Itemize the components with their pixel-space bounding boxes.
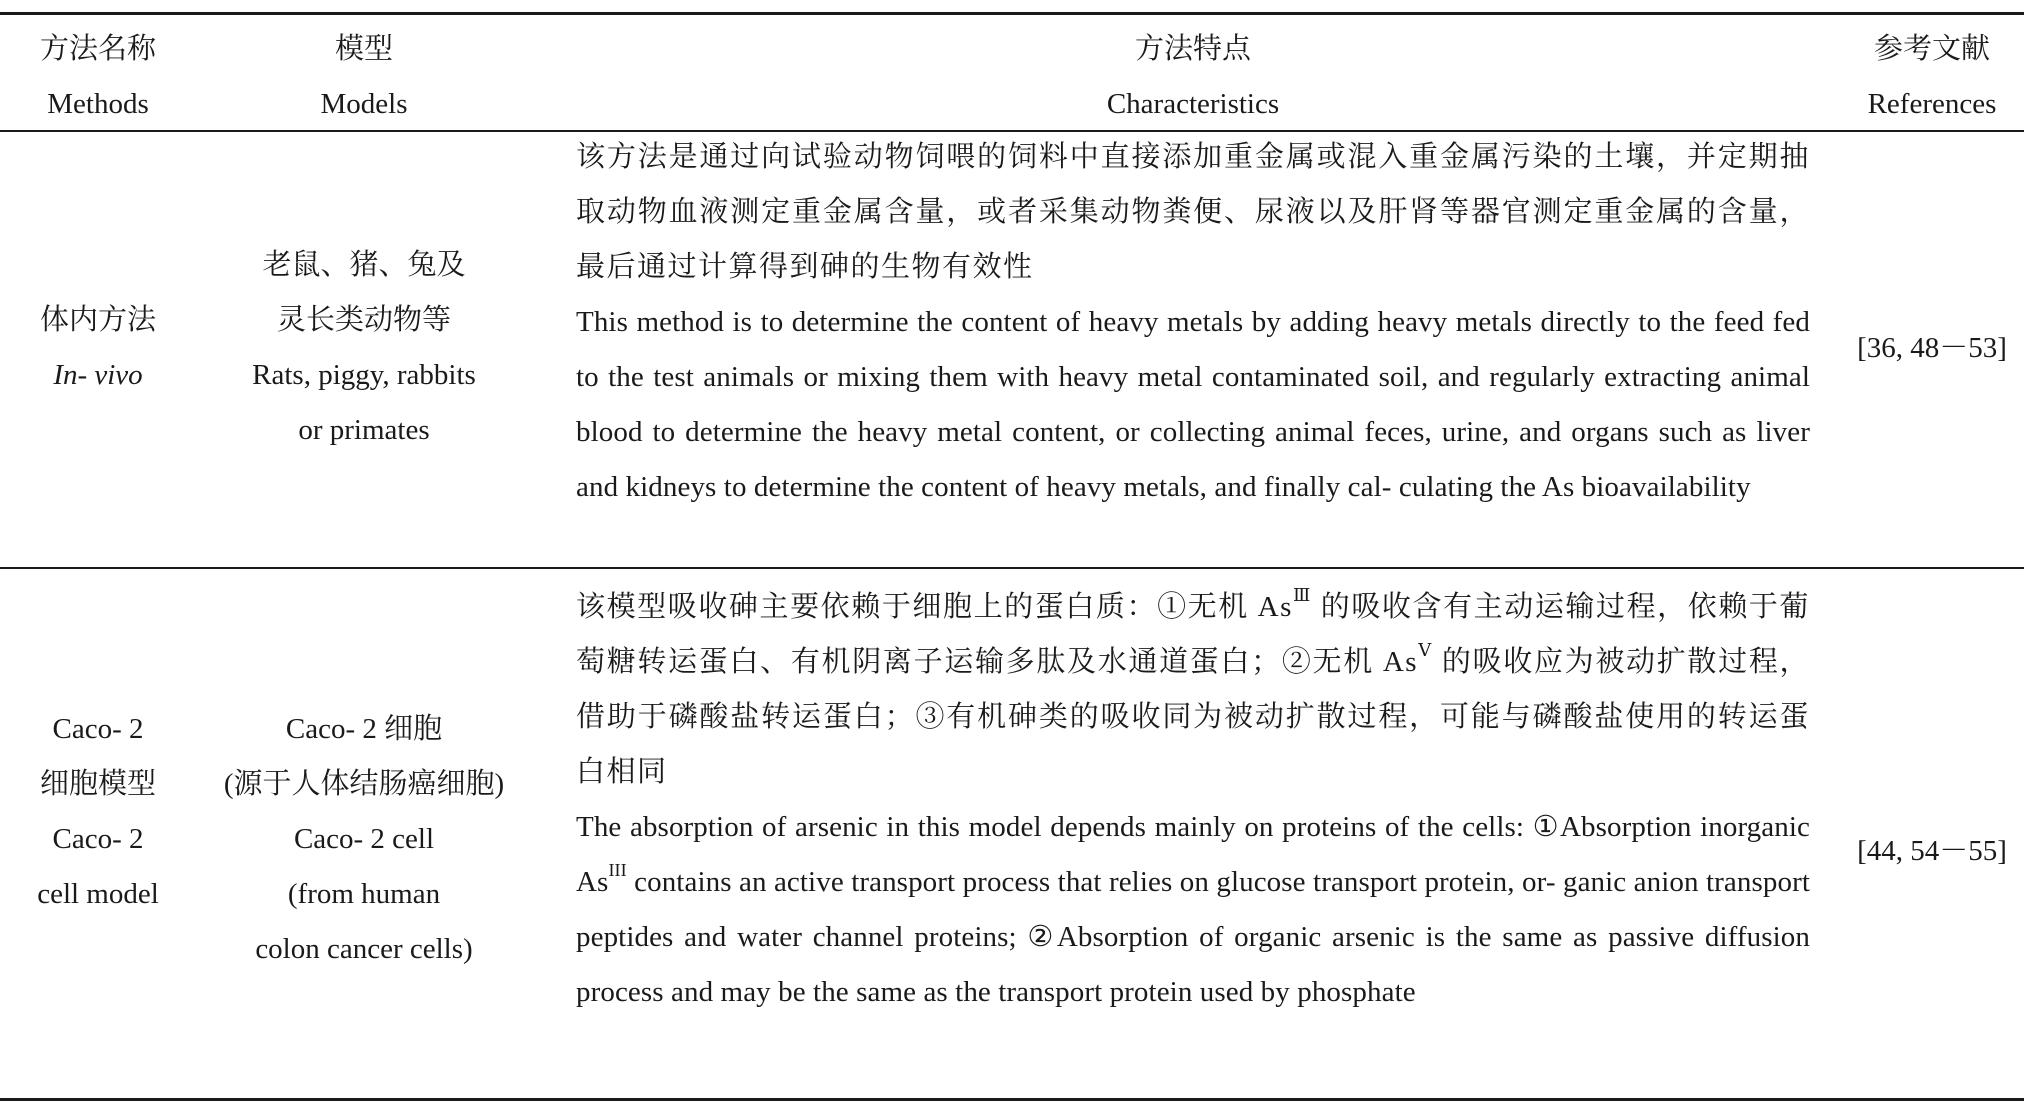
- row1-model-line: Rats, piggy, rabbits: [252, 359, 476, 391]
- row2-characteristics-zh: [576, 580, 1810, 800]
- row1-method-zh: 体内方法: [39, 304, 156, 336]
- row-divider: [0, 567, 2024, 569]
- row2-en-part1: The absorption of arsenic in this model depends mainly on proteins of the cells: ①Absorption inorganic As: [576, 811, 1810, 898]
- row2-model: [196, 702, 532, 977]
- row2-model-line: (源于人体结肠癌细胞): [223, 768, 505, 800]
- row1-method: [0, 293, 196, 403]
- row1-characteristics-zh: 该方法是通过向试验动物饲喂的饲料中直接添加重金属或混入重金属污染的土壤，并定期抽取动物血液测定重金属含量，或者采集动物粪便、尿液以及肝肾等器官测定重金属的含量，最后通过计算得到砷的生物有效性: [576, 141, 1810, 283]
- row2-model-line: colon cancer cells): [255, 933, 473, 965]
- row1-model: [226, 238, 502, 458]
- header-models-zh: 模型: [334, 33, 393, 65]
- row1-model-line: 灵长类动物等: [276, 304, 451, 336]
- header-methods-en: Methods: [47, 88, 149, 120]
- row2-zh-part3: 的吸收应为被动扩散过程，借助于磷酸盐转运蛋白；③有机砷类的吸收同为被动扩散过程，可能与磷酸盐使用的转运蛋白相同: [576, 646, 1811, 788]
- row2-characteristics-en: [576, 800, 1810, 1020]
- row2-method-line: cell model: [37, 878, 159, 910]
- row2-characteristics: [576, 580, 1810, 1020]
- row2-method: [0, 702, 196, 922]
- header-references: [1840, 22, 2024, 132]
- row2-zh-part1: 该模型吸收砷主要依赖于细胞上的蛋白质：①无机 As: [576, 591, 1293, 623]
- row2-model-line: Caco- 2 细胞: [285, 713, 443, 745]
- row2-en-sup-iii: III: [608, 860, 627, 881]
- row2-method-line: Caco- 2: [52, 713, 144, 745]
- row2-model-line: Caco- 2 cell: [293, 823, 435, 855]
- row2-method-line: Caco- 2: [52, 823, 144, 855]
- row2-references: [44, 54－55]: [1857, 835, 2007, 867]
- header-models-en: Models: [320, 88, 408, 120]
- bottom-rule: [0, 1098, 2024, 1101]
- header-methods: [0, 22, 196, 132]
- row1-model-line: or primates: [298, 414, 430, 446]
- header-references-zh: 参考文献: [1873, 33, 1990, 65]
- row2-en-part2: contains an active transport process that relies on glucose transport protein, or- ganic anion transport peptides and water channel proteins; ②Absorption of organic arsenic is the same as passive diffusion process and may be the same as the transport protein used by phosphate: [576, 866, 1810, 1008]
- row2-method-line: 细胞模型: [39, 768, 156, 800]
- header-characteristics-en: Characteristics: [1106, 88, 1280, 120]
- row1-references: [36, 48－53]: [1857, 332, 2007, 364]
- row2-zh-sup-iii: Ⅲ: [1292, 585, 1312, 606]
- row1-characteristics: [576, 130, 1810, 515]
- row1-model-line: 老鼠、猪、兔及: [262, 249, 466, 281]
- row2-zh-sup-v: Ⅴ: [1418, 640, 1433, 661]
- header-methods-zh: 方法名称: [39, 33, 156, 65]
- data-table: [0, 12, 2024, 1102]
- row1-method-en: In- vivo: [53, 359, 143, 391]
- row1-characteristics-en: This method is to determine the content of heavy metals by adding heavy metals directly to the feed fed to the test animals or mixing them with heavy metal contaminated soil, and regularly extracting animal blood to determine the heavy metal content, or collecting animal feces, urine, and organs such as liver and kidneys to determine the content of heavy metals, and finally cal- culating the As bioavailability: [576, 306, 1810, 503]
- top-rule: [0, 12, 2024, 15]
- header-characteristics: [576, 22, 1810, 132]
- row2-zh-part2: 的吸收含有主动运输过程，依赖于葡萄糖转运蛋白、有机阴离子运输多肽及水通道蛋白；②无机 As: [576, 591, 1810, 678]
- header-references-en: References: [1867, 88, 1997, 120]
- row2-model-line: (from human: [287, 878, 441, 910]
- header-characteristics-zh: 方法特点: [1134, 33, 1251, 65]
- header-models: [226, 22, 502, 132]
